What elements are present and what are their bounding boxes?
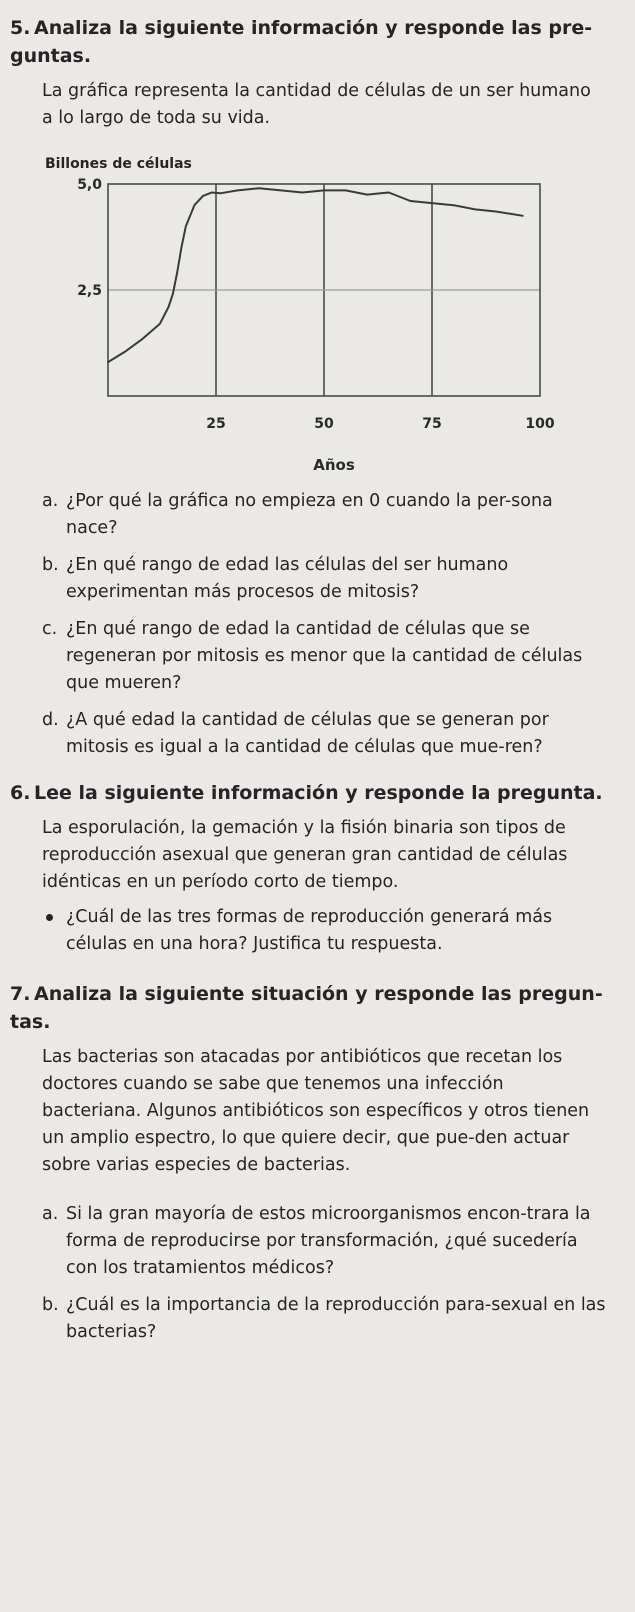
x-tick-label: 75 xyxy=(422,416,442,432)
question-7 xyxy=(10,980,607,1346)
chart-y-axis-label: Billones de células xyxy=(45,156,192,172)
chart-svg xyxy=(10,174,610,474)
question-number: 7. xyxy=(10,983,31,1005)
question-6 xyxy=(10,779,607,958)
x-tick-label: 50 xyxy=(314,416,334,432)
x-tick-label: 100 xyxy=(525,416,555,432)
question-number: 5. xyxy=(10,17,31,39)
list-item: a. ¿Por qué la gráfica no empieza en 0 cuando la per-sona nace? xyxy=(42,491,553,538)
question-5-items xyxy=(42,488,607,761)
bullet-dot-icon xyxy=(42,904,66,958)
y-tick-label: 5,0 xyxy=(77,177,102,193)
y-tick-label: 2,5 xyxy=(77,283,102,299)
bullet-item: ¿Cuál de las tres formas de reproducción generará más células en una hora? Justifica tu respuesta. xyxy=(42,904,607,958)
series-line xyxy=(108,188,523,362)
x-tick-label: 25 xyxy=(206,416,226,432)
question-5-title: 5. Analiza la siguiente información y responde las pre-guntas. xyxy=(10,14,607,70)
list-item: a. Si la gran mayoría de estos microorganismos encon-trara la forma de reproducirse por transformación, ¿qué sucedería con los tratamientos médicos? xyxy=(42,1204,591,1278)
question-number: 6. xyxy=(10,782,31,804)
question-6-intro: La esporulación, la gemación y la fisión binaria son tipos de reproducción asexual que generan gran cantidad de células idénticas en un período corto de tiempo. xyxy=(42,818,568,892)
question-5 xyxy=(10,14,607,761)
chart-x-axis-label: Años xyxy=(313,456,355,474)
question-7-intro: Las bacterias son atacadas por antibióticos que recetan los doctores cuando se sabe que tenemos una infección bacteriana. Algunos antibióticos son específicos y otros tienen un amplio espectro, lo que quiere decir, que pue-den actuar sobre varias especies de bacterias. xyxy=(42,1047,590,1175)
question-7-items xyxy=(42,1201,607,1346)
question-7-title: 7. Analiza la siguiente situación y responde las pregun-tas. xyxy=(10,980,607,1036)
list-item: d. ¿A qué edad la cantidad de células que se generan por mitosis es igual a la cantidad de células que mue-ren? xyxy=(42,710,549,757)
cell-count-chart xyxy=(10,174,610,474)
list-item: b. ¿En qué rango de edad las células del ser humano experimentan más procesos de mitosis? xyxy=(42,555,509,602)
question-5-intro: La gráfica representa la cantidad de células de un ser humano a lo largo de toda su vida. xyxy=(42,81,591,128)
list-item: c. ¿En qué rango de edad la cantidad de células que se regeneran por mitosis es menor que la cantidad de células que mueren? xyxy=(42,619,583,693)
question-6-title: 6. Lee la siguiente información y responde la pregunta. xyxy=(10,779,607,807)
list-item: b. ¿Cuál es la importancia de la reproducción para-sexual en las bacterias? xyxy=(42,1295,606,1342)
